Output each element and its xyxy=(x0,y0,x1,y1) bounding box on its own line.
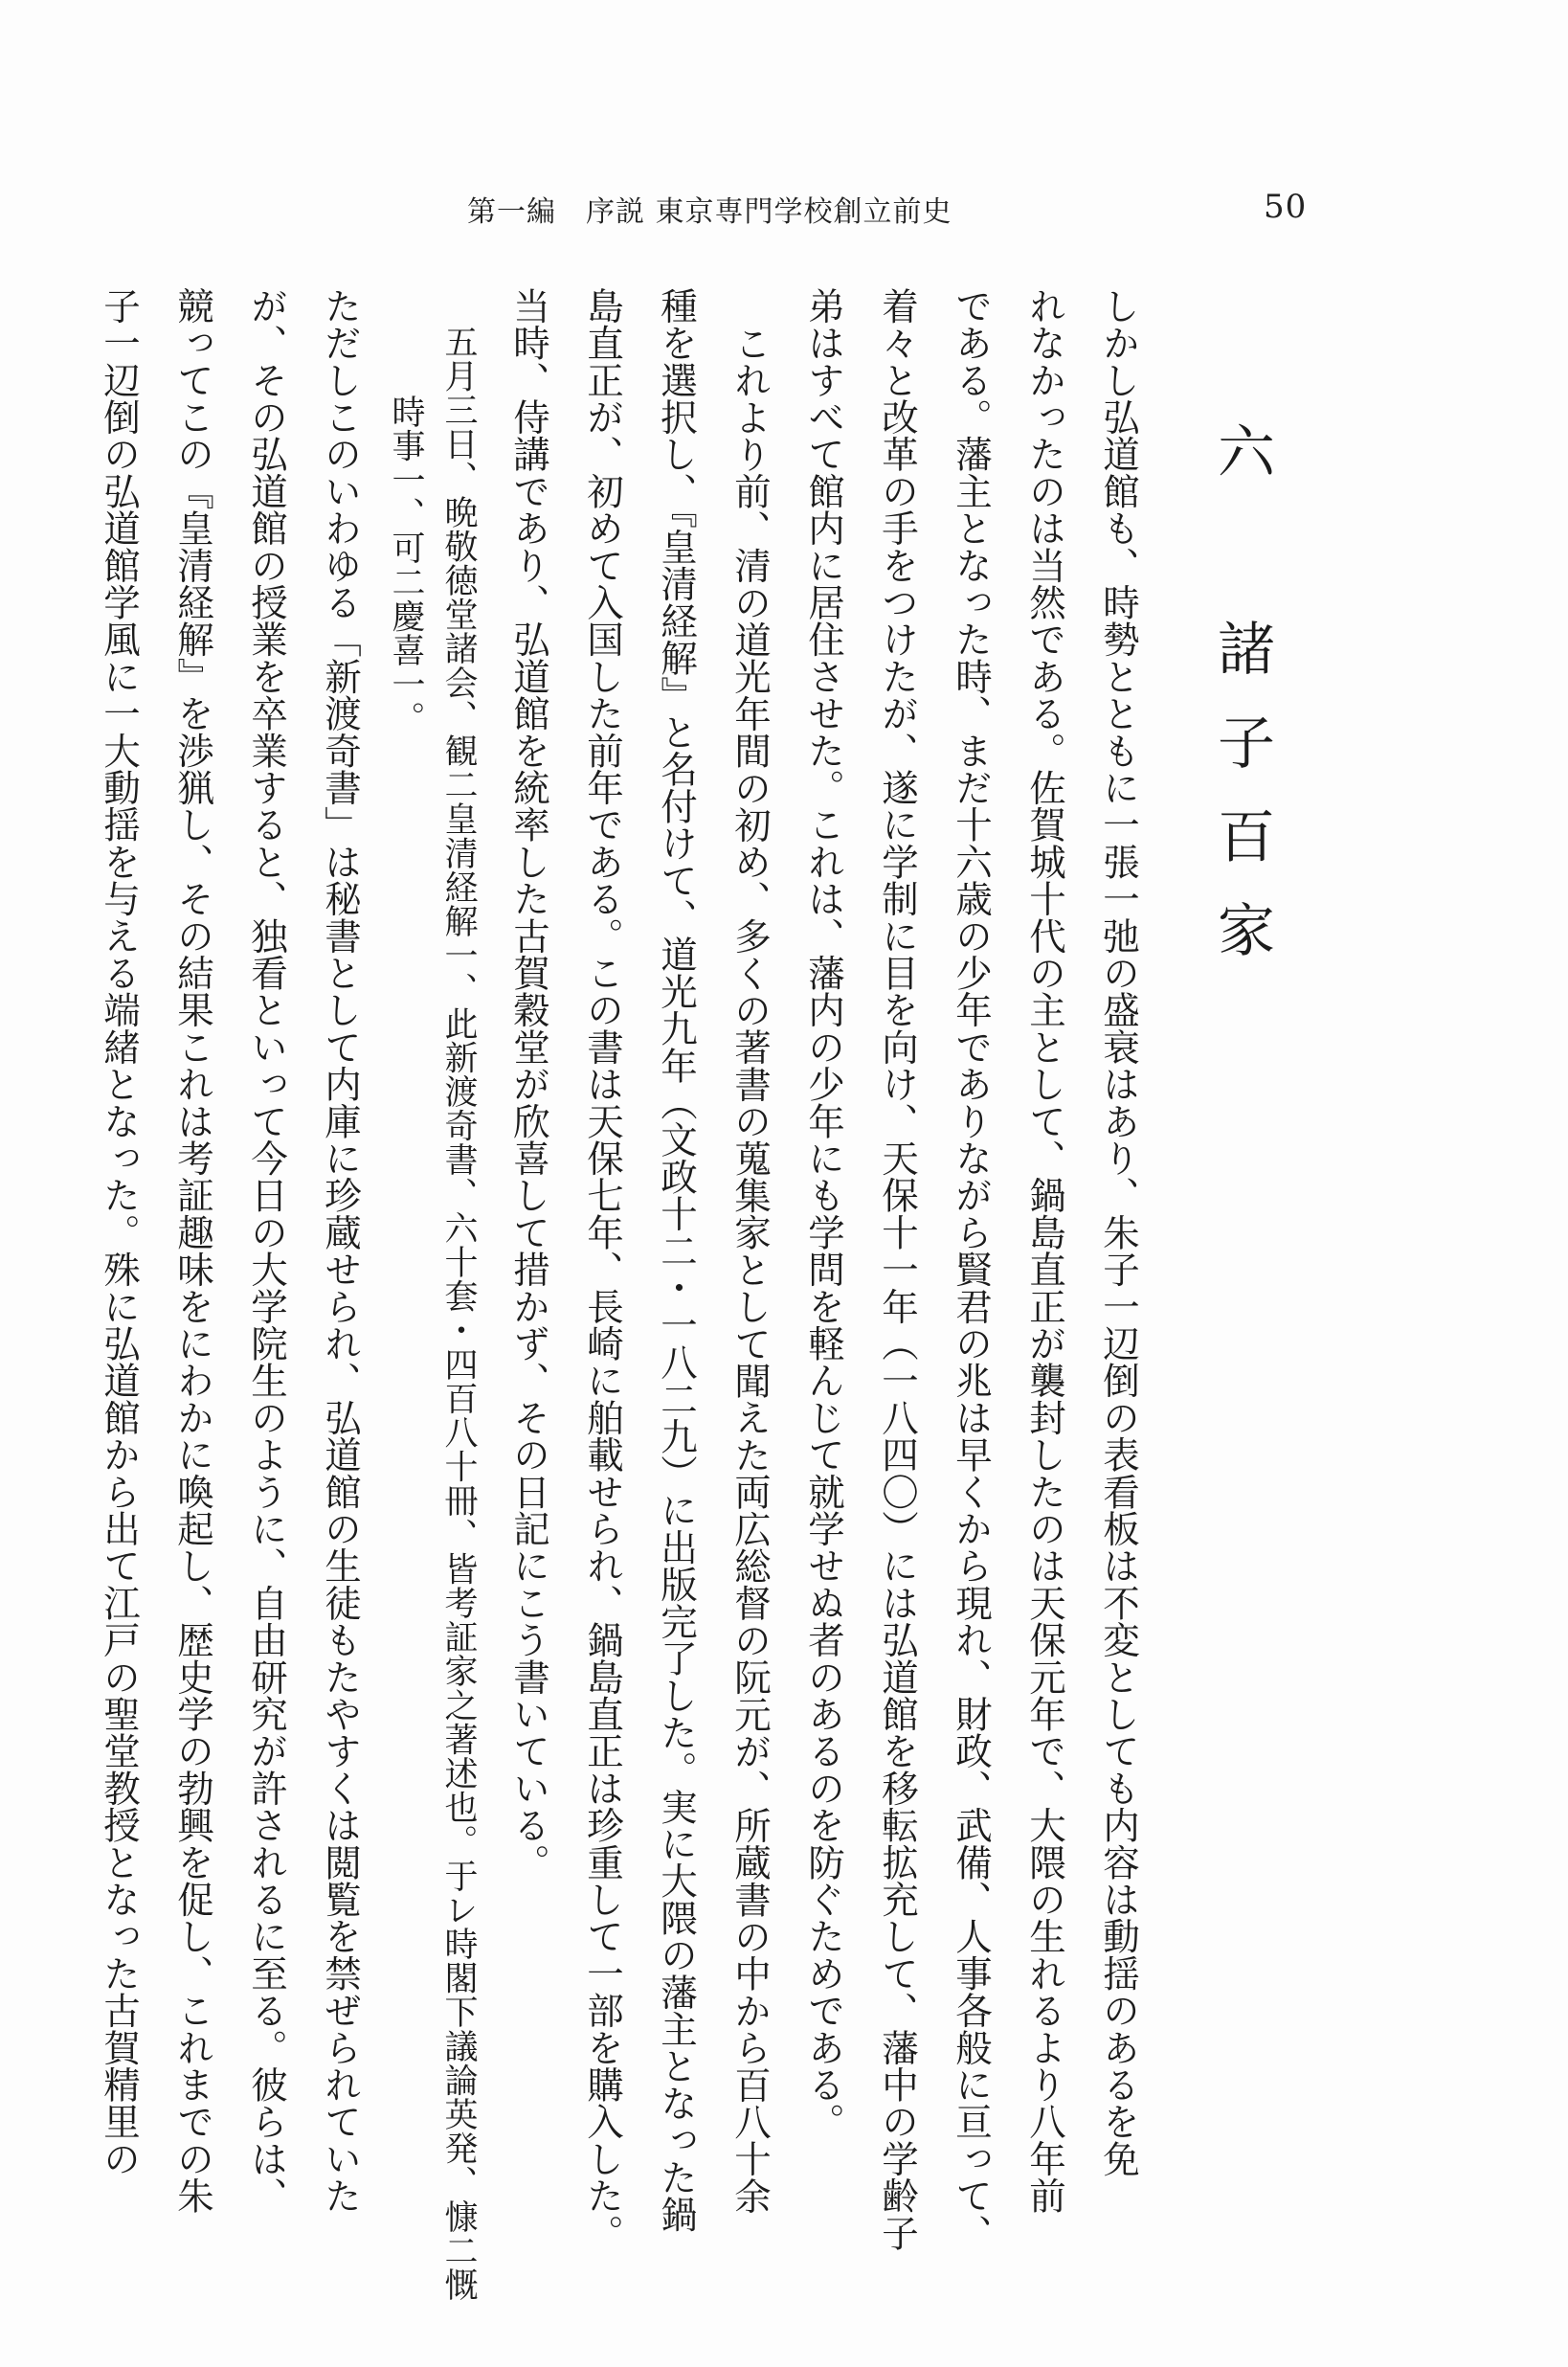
text-line: ただしこのいわゆる「新渡奇書」は秘書として内庫に珍蔵せられ、弘道館の生徒もたやすくは閲覧を禁ぜられていた xyxy=(319,287,362,2215)
text-line: 子一辺倒の弘道館学風に一大動揺を与える端緒となった。殊に弘道館から出て江戸の聖堂教授となった古賀精里の xyxy=(98,287,141,2177)
text-line: 競ってこの『皇清経解』を渉猟し、その結果これは考証趣味をにわかに喚起し、歴史学の勃興を促し、これまでの朱 xyxy=(171,287,214,2215)
text-line: 種を選択し、『皇清経解』と名付けて、道光九年（文政十二・一八二九）に出版完了した。実に大隈の藩主となった鍋 xyxy=(655,287,698,2233)
text-line: これより前、清の道光年間の初め、多くの著書の蒐集家として聞えた両広総督の阮元が、所蔵書の中から百八十余 xyxy=(728,325,772,2215)
quote-line: 五月三日、晩敬徳堂諸会、観二皇清経解一、此新渡奇書、六十套・四百八十冊、皆考証家之著述也。于レ時閣下議論英発、慷二慨 xyxy=(439,325,478,2302)
text-line: しかし弘道館も、時勢とともに一張一弛の盛衰はあり、朱子一辺倒の表看板は不変としても内容は動揺のあるを免 xyxy=(1097,287,1140,2177)
text-line: が、その弘道館の授業を卒業すると、独看といって今日の大学院生のように、自由研究が許されるに至る。彼らは、 xyxy=(245,287,288,2215)
text-line: 当時、侍講であり、弘道館を統率した古賀穀堂が欣喜して措かず、その日記にこう書いている。 xyxy=(507,287,550,1882)
text-line: 島直正が、初めて入国した前年である。この書は天保七年、長崎に舶載せられ、鍋島直正は珍重して一部を購入した。 xyxy=(581,287,624,2252)
text-line: れなかったのは当然である。佐賀城十代の主として、鍋島直正が襲封したのは天保元年で、大隈の生れるより八年前 xyxy=(1023,287,1066,2215)
text-line: である。藩主となった時、まだ十六歳の少年でありながら賢君の兆は早くから現れ、財政、武備、人事各般に亘って、 xyxy=(950,287,993,2252)
text-line: 着々と改革の手をつけたが、遂に学制に目を向け、天保十一年（一八四〇）には弘道館を移転拡充して、藩中の学齢子 xyxy=(876,287,919,2252)
text-line: 弟はすべて館内に居住させた。これは、藩内の少年にも学問を軽んじて就学せぬ者のあるのを防ぐためである。 xyxy=(802,287,845,2140)
quote-line: 時事一、可二慶喜一。 xyxy=(387,394,425,735)
page-number: 50 xyxy=(1264,188,1308,226)
section-title: 六 諸子百家 xyxy=(1208,421,1275,994)
running-head: 第一編 序説 東京専門学校創立前史 xyxy=(467,195,952,229)
